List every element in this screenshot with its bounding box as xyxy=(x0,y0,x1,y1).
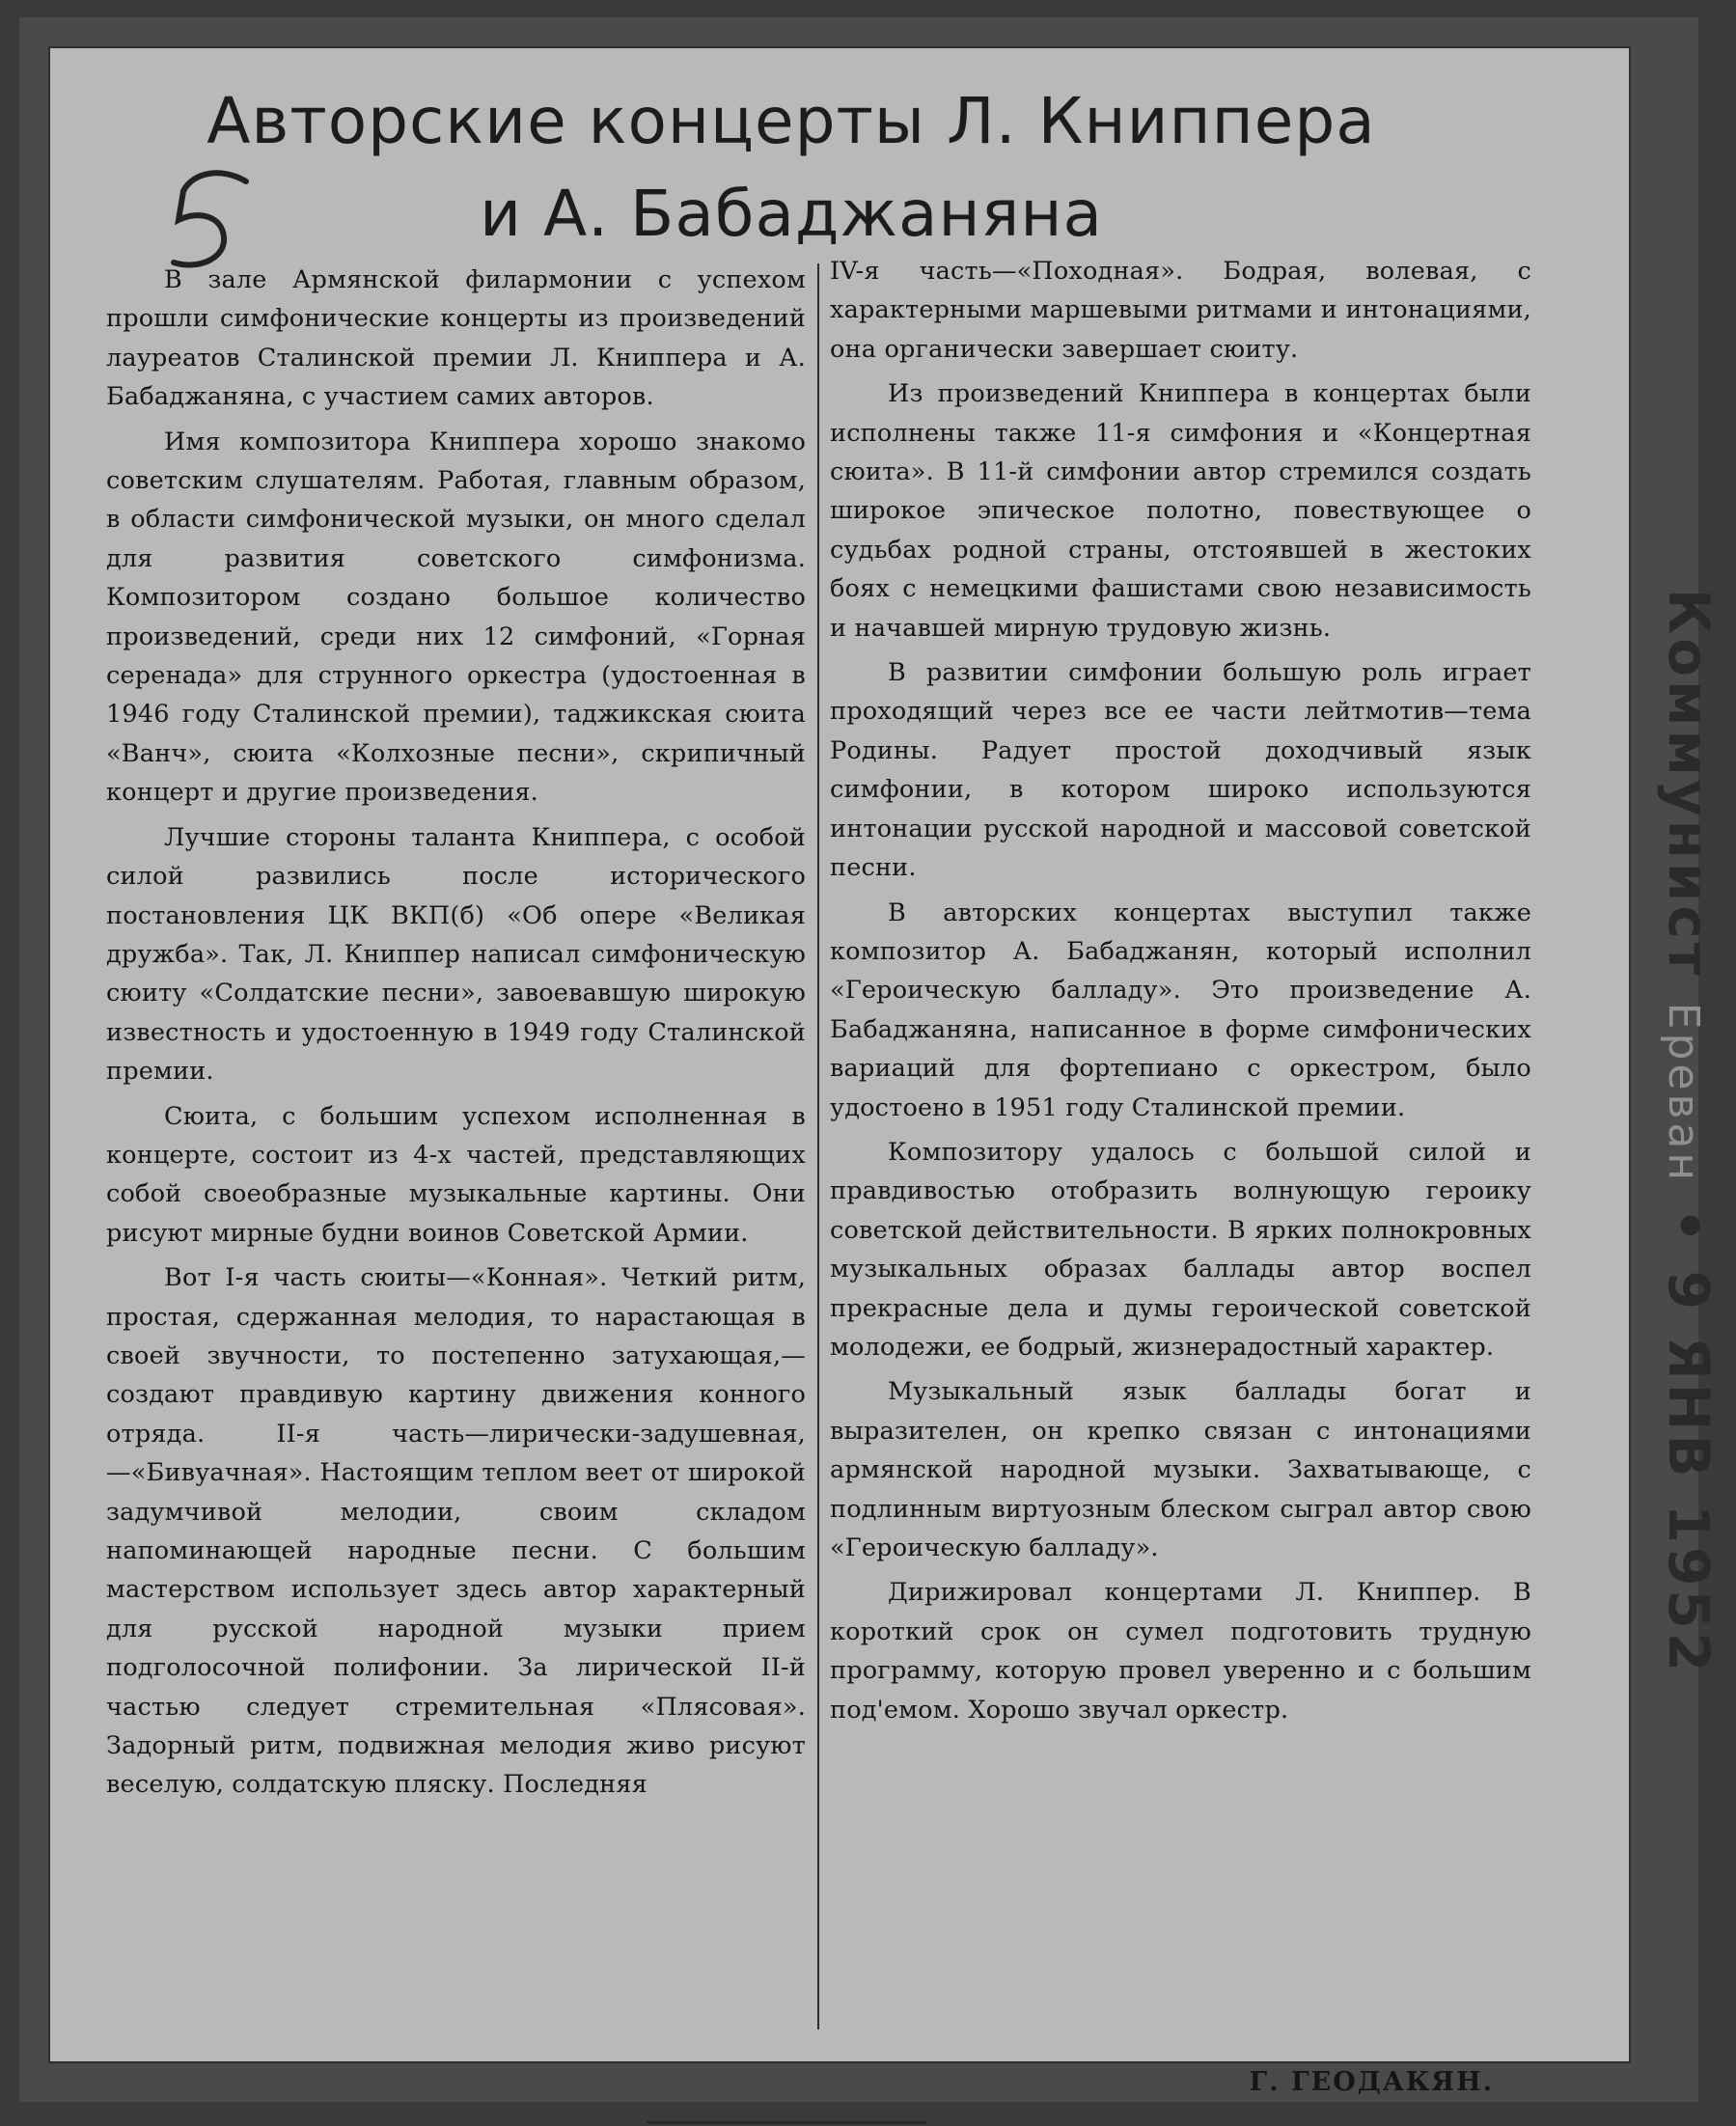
paragraph: IV-я часть—«Походная». Бодрая, волевая, с характерными маршевыми ритмами и интонациями, она органически завершает сюиту. xyxy=(830,257,1531,364)
paragraph: Композитору удалось с большой силой и правдивостью отобразить волнующую героику советской действительности. В ярких полнокровных музыкальных образах баллады автор воспел прекрасные дела и думы героической советской молодежи, ее бодрый, жизнерадостный характер. xyxy=(830,1137,1531,1362)
paragraph: Имя композитора Книппера хорошо знакомо советским слушателям. Работая, главным образом, в области симфонической музыки, он много сделал для развития советского симфонизма. Композитором создано большое количество произведений, среди них 12 симфоний, «Горная серенада» для струнного оркестра (удостоенная в 1946 году Сталинской премии), таджикская сюита «Ванч», сюита «Колхозные песни», скрипичный концерт и другие произведения. xyxy=(106,427,806,808)
paragraph: В зале Армянской филармонии с успехом прошли симфонические концерты из произведений лауреатов Сталинской премии Л. Книппера и А. Бабаджаняна, с участием самих авторов. xyxy=(106,265,806,412)
newspaper-clipping xyxy=(48,46,1722,2097)
stamp-date: 9 ЯНВ 1952 xyxy=(1656,1270,1722,1676)
paragraph: Музыкальный язык баллады богат и выразителен, он крепко связан с интонациями армянской народной музыки. Захватывающе, с подлинным виртуозным блеском сыграл автор свою «Героическую балладу». xyxy=(830,1377,1531,1562)
left-column xyxy=(106,261,806,1810)
paragraph: В авторских концертах выступил также композитор А. Бабаджанян, который исполнил «Героическую балладу». Это произведение А. Бабаджаняна, написанное в форме симфонических вариаций для фортепиано с оркестром, было удостоено в 1951 году Сталинской премии. xyxy=(830,897,1531,1122)
column-divider xyxy=(817,263,819,2029)
stamp-source: Коммунист xyxy=(1656,588,1722,980)
paragraph: В развитии симфонии большую роль играет проходящий через все ее части лейтмотив—тема Родины. Радует простой доходчивый язык симфонии, в котором широко используются интонации русской народной и массовой советской песни. xyxy=(830,658,1531,883)
date-stamp: Коммунист Ереван • 9 ЯНВ 1952 xyxy=(1656,588,1722,1676)
title-line-2: и А. Бабаджаняна xyxy=(480,177,1103,251)
paragraph: Сюита, с большим успехом исполненная в концерте, состоит из 4-х частей, представляющих собой своеобразные музыкальные картины. Они рисуют мирные будни воинов Советской Армии. xyxy=(106,1101,806,1248)
paragraph: Дирижировал концертами Л. Книппер. В короткий срок он сумел подготовить трудную программу, которую провел уверенно и с большим под'емом. Хорошо звучал оркестр. xyxy=(830,1578,1531,1725)
paragraph: Лучшие стороны таланта Книппера, с особой силой развились после исторического постановления ЦК ВКП(б) «Об опере «Великая дружба». Так, Л. Книппер написал симфоническую сюиту «Солдатские песни», завоевавшую широкую известность и удостоенную в 1949 году Сталинской премии. xyxy=(106,822,806,1087)
title-line-1: Авторские концерты Л. Книппера xyxy=(207,84,1376,158)
stamp-source-small: Ереван xyxy=(1659,1002,1708,1185)
paragraph: Из произведений Книппера в концертах были исполнены также 11-я симфония и «Концертная сюита». В 11-й симфонии автор стремился создать широкое эпическое полотно, повествующее о судьбах родной страны, отстоявшей в жестоких боях с немецкими фашистами свою независимость и начавшей мирную трудовую жизнь. xyxy=(830,379,1531,643)
author-signature: Г. ГЕОДАКЯН. xyxy=(1249,2067,1494,2097)
bottom-rule xyxy=(647,2121,926,2124)
paragraph: Вот I-я часть сюиты—«Конная». Четкий ритм, простая, сдержанная мелодия, то нарастающая в своей звучности, то постепенно затухающая,—создают правдивую картину движения конного отряда. II-я часть—лирически-задушевная,—«Бивуачная». Настоящим теплом веет от широкой задумчивой мелодии, своим складом напоминающей народные песни. С большим мастерством использует здесь автор характерный для русской народной музыки прием подголосочной полифонии. За лирической II-й частью следует стремительная «Плясовая». Задорный ритм, подвижная мелодия живо рисуют веселую, солдатскую пляску. Последняя xyxy=(106,1263,806,1800)
article-title xyxy=(106,75,1476,261)
right-column xyxy=(830,252,1531,1735)
